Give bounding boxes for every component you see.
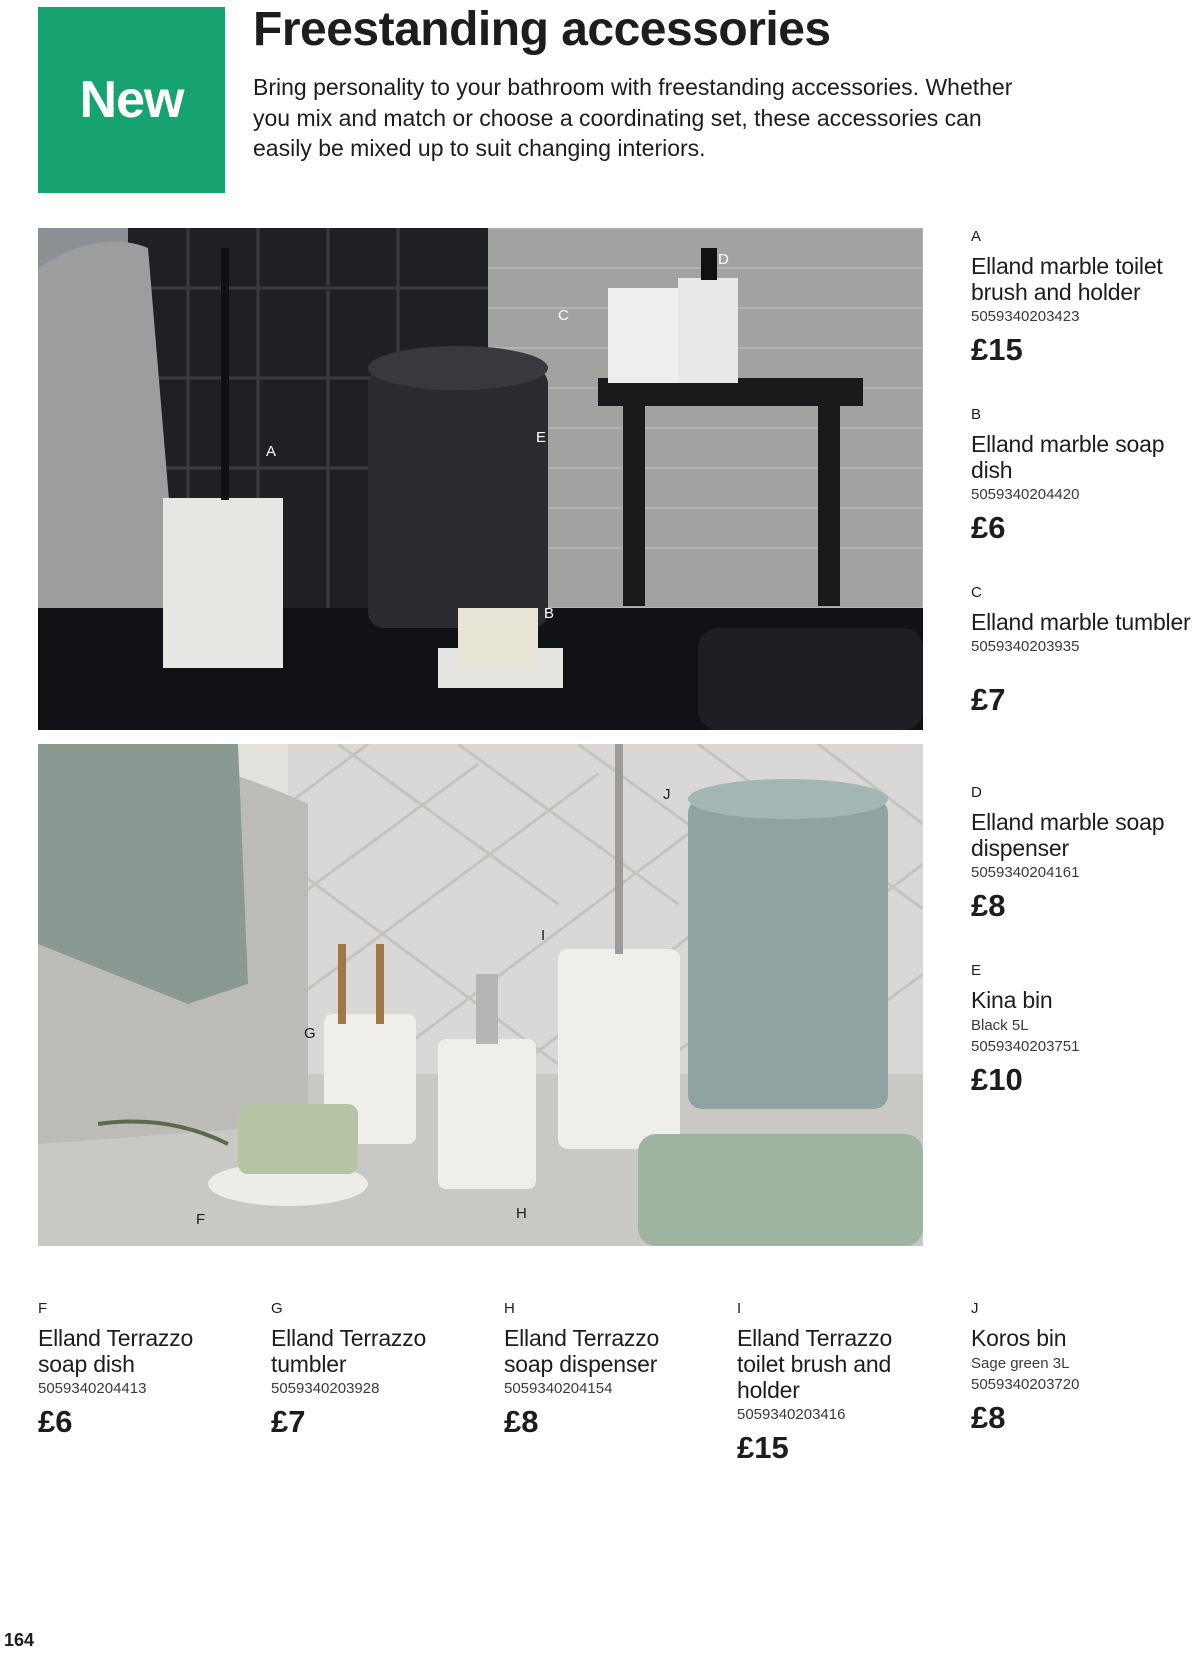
product-name: Koros bin: [971, 1325, 1067, 1351]
marble-set-illustration: [38, 228, 923, 730]
product-f: [38, 1300, 258, 1440]
product-price: £7: [971, 682, 1006, 717]
photo-label-g: G: [304, 1025, 316, 1042]
product-j: [971, 1300, 1191, 1436]
intro-paragraph: Bring personality to your bathroom with freestanding accessories. Whether you mix and match or choose a coordinating set, these accessories can easily be mixed up to suit changing interiors.: [253, 74, 1013, 161]
photo-label-i: I: [541, 927, 546, 944]
product-price: £6: [971, 510, 1006, 545]
product-price: £7: [271, 1404, 306, 1439]
product-i: [737, 1300, 957, 1466]
product-letter: A: [971, 228, 982, 245]
terrazzo-set-photo: [38, 744, 923, 1246]
photo-label-h: H: [516, 1205, 527, 1222]
new-badge-label: New: [79, 71, 184, 129]
product-e: [971, 962, 1200, 1098]
product-letter: I: [737, 1300, 742, 1317]
product-name: Elland marble soap dish: [971, 431, 1165, 483]
marble-set-photo: [38, 228, 923, 730]
product-b: [971, 406, 1200, 546]
product-name: Elland Terrazzo tumbler: [271, 1325, 427, 1377]
product-price: £8: [971, 1400, 1006, 1435]
photo-label-d: D: [718, 251, 729, 268]
product-name: Elland Terrazzo toilet brush and holder: [737, 1325, 893, 1403]
photo-label-f: F: [196, 1211, 206, 1228]
product-code: 5059340203720: [971, 1376, 1080, 1393]
product-code: 5059340203751: [971, 1038, 1080, 1055]
product-letter: G: [271, 1300, 283, 1317]
product-price: £8: [971, 888, 1006, 923]
product-price: £10: [971, 1062, 1023, 1097]
product-variant: Sage green 3L: [971, 1355, 1070, 1372]
product-code: 5059340203416: [737, 1406, 846, 1423]
product-name: Kina bin: [971, 987, 1053, 1013]
product-g: [271, 1300, 491, 1440]
product-code: 5059340204161: [971, 864, 1080, 881]
product-name: Elland marble tumbler: [971, 609, 1191, 635]
product-letter: D: [971, 784, 982, 801]
product-letter: E: [971, 962, 982, 979]
product-name: Elland Terrazzo soap dispenser: [504, 1325, 660, 1377]
product-name: Elland marble soap dispenser: [971, 809, 1165, 861]
product-letter: F: [38, 1300, 48, 1317]
photo-label-e: E: [536, 429, 547, 446]
product-price: £15: [971, 332, 1023, 367]
photo-label-a: A: [266, 443, 277, 460]
photo-label-j: J: [663, 786, 671, 803]
product-code: 5059340204413: [38, 1380, 147, 1397]
product-code: 5059340203928: [271, 1380, 380, 1397]
product-letter: B: [971, 406, 982, 423]
product-c: [971, 584, 1200, 718]
photo-label-c: C: [558, 307, 569, 324]
product-d: [971, 784, 1200, 924]
product-variant: Black 5L: [971, 1017, 1029, 1034]
product-h: [504, 1300, 724, 1440]
product-letter: J: [971, 1300, 979, 1317]
product-name: Elland marble toilet brush and holder: [971, 253, 1163, 305]
product-letter: C: [971, 584, 982, 601]
product-letter: H: [504, 1300, 515, 1317]
product-code: 5059340203935: [971, 638, 1080, 655]
product-price: £15: [737, 1430, 789, 1465]
product-code: 5059340204420: [971, 486, 1080, 503]
new-badge: [38, 7, 225, 193]
product-name: Elland Terrazzo soap dish: [38, 1325, 194, 1377]
product-price: £6: [38, 1404, 73, 1439]
page-title: Freestanding accessories: [253, 3, 831, 56]
photo-label-b: B: [544, 605, 555, 622]
product-a: [971, 228, 1200, 368]
product-code: 5059340203423: [971, 308, 1080, 325]
page-number: 164: [4, 1630, 35, 1650]
product-code: 5059340204154: [504, 1380, 613, 1397]
terrazzo-set-illustration: [38, 744, 923, 1246]
product-price: £8: [504, 1404, 539, 1439]
